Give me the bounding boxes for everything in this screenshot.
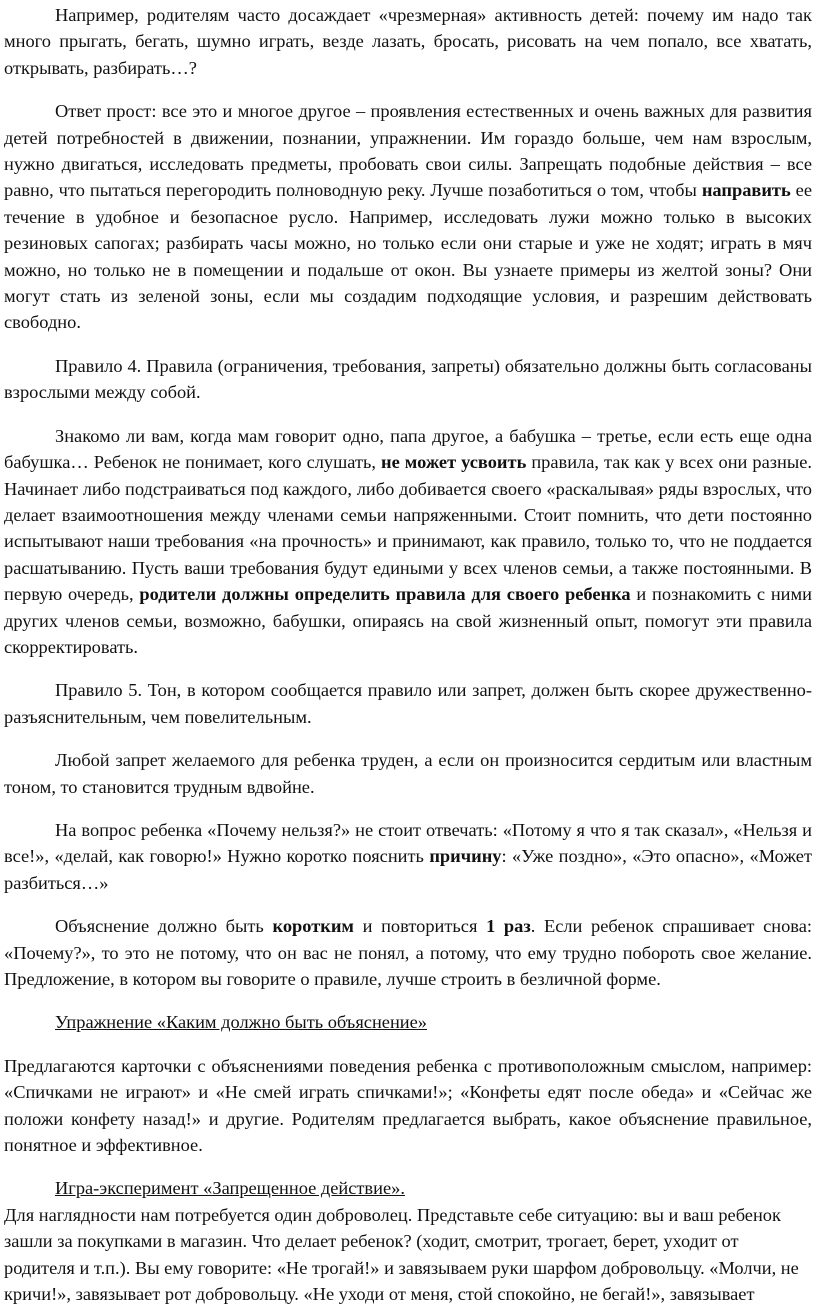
- paragraph-rule-4: Правило 4. Правила (ограничения, требования, запреты) обязательно должны быть согласованы взрослыми между собой.: [4, 355, 812, 403]
- emphasis-cannot-learn: не может усвоить: [381, 452, 527, 473]
- game-heading: Игра-эксперимент «Запрещенное действие».: [55, 1178, 405, 1199]
- paragraph-children-activity: Например, родителям часто досаждает «чрезмерная» активность детей: почему им надо так много прыгать, бегать, шумно играть, везде лазать, бросать, рисовать на чем попало, все хватать, открывать, разбирать…?: [4, 5, 812, 78]
- paragraph-rule-5: Правило 5. Тон, в котором сообщается правило или запрет, должен быть скорее дружественно-разъяснительным, чем повелительным.: [4, 680, 812, 727]
- emphasis-parents-define-rules: родители должны определить правила для своего ребенка: [139, 584, 631, 605]
- paragraph-family-agreement: Знакомо ли вам, когда мам говорит одно, папа другое, а бабушка – третье, если есть еще одна бабушка… Ребенок не понимает, кого слушать, не может усвоить правила, так как у всех они разные. Начинает либо подстраиваться под каждого, либо добивается своего «раскалывая» ряды взрослых, что делает взаимоотношения между членами семьи напряженными. Стоит помнить, что дети постоянно испытывают наши требования «на прочность» и принимают, как правило, только то, что не поддается расшатыванию. Пусть ваши требования будут едиными у всех членов семьи, а также постоянными. В первую очередь, родители должны определить правила для своего ребенка и познакомить с ними других членов семьи, возможно, бабушки, опираясь на свой жизненный опыт, помогут эти правила скорректировать.: [4, 425, 813, 657]
- paragraph-short-explanation: Объяснение должно быть коротким и повториться 1 раз. Если ребенок спрашивает снова: «Почему?», то это не потому, что он вас не понял, а потому, что ему трудно побороть свое желание. Предложение, в котором вы говорите о правиле, лучше строить в безличной форме.: [4, 916, 812, 989]
- paragraph-prohibition-tone: Любой запрет желаемого для ребенка труден, а если он произносится сердитым или властным тоном, то становится трудным вдвойне.: [4, 750, 812, 797]
- paragraph-why-not: На вопрос ребенка «Почему нельзя?» не стоит отвечать: «Потому я что я так сказал», «Нельзя и все!», «делай, как говорю!» Нужно коротко пояснить причину: «Уже поздно», «Это опасно», «Может разбиться…»: [4, 819, 812, 893]
- exercise-heading: Упражнение «Каким должно быть объяснение»: [55, 1012, 427, 1033]
- emphasis-reason: причину: [429, 846, 502, 867]
- emphasis-once: 1 раз: [486, 916, 531, 937]
- emphasis-direct: направить: [701, 180, 791, 201]
- paragraph-game-description: Для наглядности нам потребуется один доброволец. Представьте себе ситуацию: вы и ваш ребенок зашли за покупками в магазин. Что делает ребенок? (ходит, смотрит, трогает, берет, уходит от родителя и т.п.). Вы ему говорите: «Не трогай!» и завязываем руки шарфом добровольцу. «Молчи, не кричи!», завязывает рот добровольцу. «Не уходи от меня, стой спокойно, не бегай!», завязывает: [4, 1204, 799, 1305]
- emphasis-short: коротким: [272, 916, 354, 937]
- paragraph-exercise-cards: Предлагаются карточки с объяснениями поведения ребенка с противоположным смыслом, например: «Спичками не играют» и «Не смей играть спичками!»; «Конфеты едят после обеда» и «Сейчас же положи конфету назад!» и другие. Родителям предлагается выбрать, какое объяснение правильное, понятное и эффективное.: [4, 1055, 812, 1156]
- paragraph-answer: Ответ прост: все это и многое другое – проявления естественных и очень важных для развития детей потребностей в движении, познании, упражнении. Им гораздо больше, чем нам взрослым, нужно двигаться, исследовать предметы, пробовать свои силы. Запрещать подобные действия – все равно, что пытаться перегородить полноводную реку. Лучше позаботиться о том, чтобы направить ее течение в удобное и безопасное русло. Например, исследовать лужи можно только в высоких резиновых сапогах; разбирать часы можно, но только если они старые и уже не ходят; играть в мяч можно, но только не в помещении и подальше от окон. Вы узнаете примеры из желтой зоны? Они могут стать из зеленой зоны, если мы создадим подходящие условия, и разрешим действовать свободно.: [4, 101, 812, 333]
